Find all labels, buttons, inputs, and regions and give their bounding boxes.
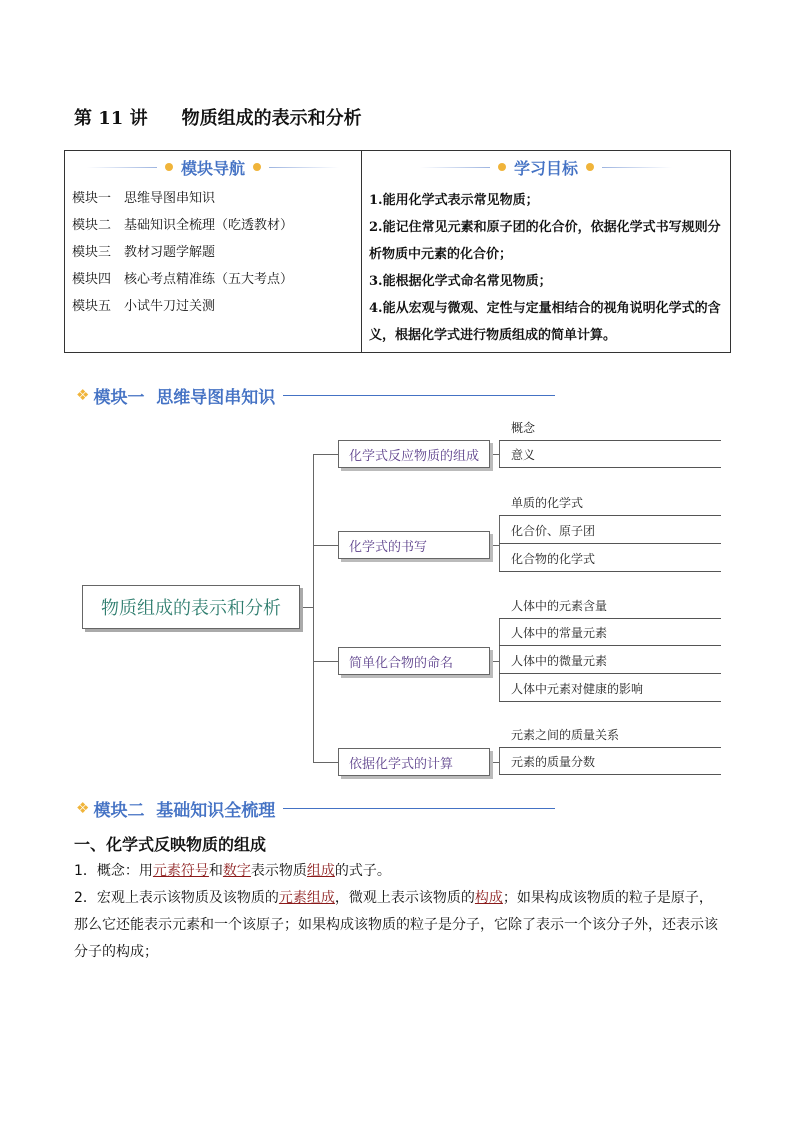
mindmap-leaf: 人体中元素对健康的影响 xyxy=(499,678,721,702)
mindmap-leaf: 概念 xyxy=(499,417,721,441)
mindmap-branch: 化学式反应物质的组成 xyxy=(338,440,490,468)
text-run: 1．概念：用 xyxy=(74,863,153,879)
goal-item: 2.能记住常见元素和原子团的化合价，依据化学式书写规则分析物质中元素的化合价； xyxy=(369,220,721,262)
module1-title: 模块一 思维导图串知识 xyxy=(93,387,276,408)
dot-icon xyxy=(165,163,173,171)
nav-item: 模块二 基础知识全梳理（吃透教材） xyxy=(72,218,294,233)
diamond-icon: ❖ xyxy=(76,799,90,817)
goals-header xyxy=(362,155,730,179)
mindmap-leaf: 化合物的化学式 xyxy=(499,548,721,572)
text-run: 2．宏观上表示该物质及该物质的 xyxy=(74,890,279,906)
module2-header xyxy=(76,797,555,819)
lecture-number: 第 11 讲 xyxy=(74,108,148,129)
lecture-title xyxy=(74,104,362,130)
module2-title: 模块二 基础知识全梳理 xyxy=(93,800,276,821)
goal-item: 4.能从宏观与微观、定性与定量相结合的视角说明化学式的含义，根据化学式进行物质组成的简单计算。 xyxy=(369,301,721,343)
nav-item: 模块五 小试牛刀过关测 xyxy=(72,299,216,314)
module1-header xyxy=(76,384,555,406)
key-term: 组成 xyxy=(306,863,335,879)
text-run: 的式子。 xyxy=(334,863,391,879)
key-term: 数字 xyxy=(222,863,251,879)
dot-icon xyxy=(586,163,594,171)
mindmap-leaf: 人体中的微量元素 xyxy=(499,650,721,674)
goal-item: 3.能根据化学式命名常见物质； xyxy=(369,274,552,289)
mindmap-leaf: 人体中的元素含量 xyxy=(499,595,721,619)
nav-list xyxy=(72,185,293,320)
dot-icon xyxy=(498,163,506,171)
nav-title: 模块导航 xyxy=(180,158,245,178)
mindmap-leaf: 化合价、原子团 xyxy=(499,520,721,544)
mindmap-leaf: 元素之间的质量关系 xyxy=(499,724,721,748)
mindmap-leaf: 元素的质量分数 xyxy=(499,751,721,775)
nav-item: 模块三 教材习题学解题 xyxy=(72,245,216,260)
text-run: 表示物质 xyxy=(250,863,307,879)
goals-list xyxy=(369,187,725,349)
nav-item: 模块四 核心考点精准练（五大考点） xyxy=(72,272,294,287)
key-term: 元素组成 xyxy=(278,890,335,906)
dot-icon xyxy=(253,163,261,171)
lecture-name: 物质组成的表示和分析 xyxy=(181,108,362,129)
nav-header xyxy=(65,155,361,179)
overview-table xyxy=(64,150,731,353)
text-run: ；如果构成该物质的粒子是原子，那么它还能表示元素和一个该原子；如果构成该物质的粒子是分子，它除了表示一个该分子外，还表示该分子的构成； xyxy=(74,890,718,960)
section-title: 一、化学式反映物质的组成 xyxy=(74,835,267,854)
mindmap-leaf: 意义 xyxy=(499,444,721,468)
mindmap-leaf: 人体中的常量元素 xyxy=(499,622,721,646)
key-term: 元素符号 xyxy=(152,863,209,879)
goal-item: 1.能用化学式表示常见物质； xyxy=(369,193,539,208)
diamond-icon: ❖ xyxy=(76,386,90,404)
header-rule xyxy=(283,808,555,809)
nav-item: 模块一 思维导图串知识 xyxy=(72,191,216,206)
goals-title: 学习目标 xyxy=(513,158,578,178)
text-run: ，微观上表示该物质的 xyxy=(334,890,475,906)
mindmap-branch: 化学式的书写 xyxy=(338,531,490,559)
mindmap-root: 物质组成的表示和分析 xyxy=(82,585,300,629)
key-term: 构成 xyxy=(474,890,503,906)
paragraph-meaning xyxy=(74,885,724,966)
mindmap-leaf: 单质的化学式 xyxy=(499,492,721,516)
mindmap-branch: 简单化合物的命名 xyxy=(338,647,490,675)
text-run: 和 xyxy=(208,863,223,879)
mindmap-branch: 依据化学式的计算 xyxy=(338,748,490,776)
paragraph-concept xyxy=(74,858,724,885)
table-divider xyxy=(361,151,362,352)
header-rule xyxy=(283,395,555,396)
